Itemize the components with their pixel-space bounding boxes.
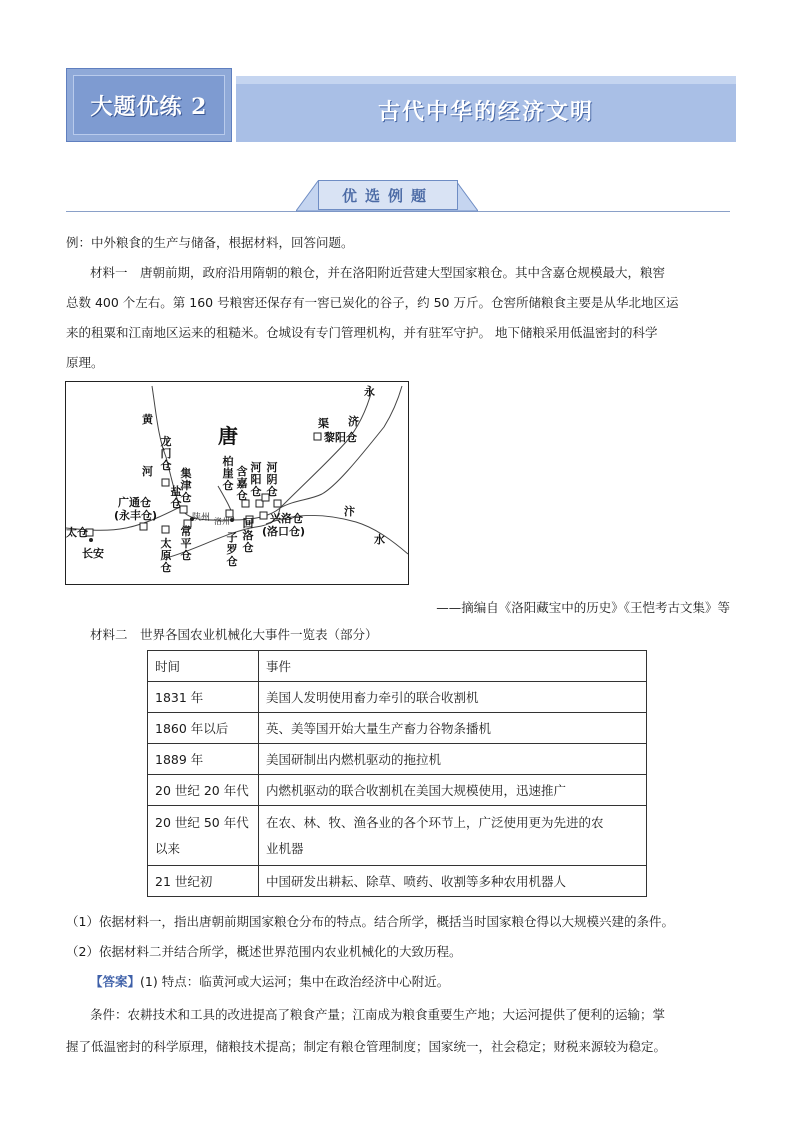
river-label: 济 (348, 415, 359, 428)
table-header-row (148, 651, 647, 682)
answer-text: (1) 特点：临黄河或大运河；集中在政治经济中心附近。 (140, 974, 450, 989)
table-cell-event-line: 业机器 (266, 840, 304, 856)
city-dot (89, 538, 93, 542)
river-label: 黄 (142, 413, 153, 426)
city-dot (230, 518, 234, 522)
table-row (148, 682, 647, 713)
table-cell-event-line: 在农、林、牧、渔各业的各个环节上，广泛使用更为先进的农 (266, 814, 604, 830)
granary-label: 回洛仓 (242, 517, 254, 554)
granary-label: 含嘉仓 (236, 465, 248, 502)
granary-marker (314, 433, 321, 440)
granary-label: 集津仓 (180, 467, 192, 504)
table-cell-time-line: 以来 (155, 840, 181, 856)
table-cell-time: 1889 年 (148, 744, 259, 775)
table-header-cell: 事件 (259, 651, 647, 682)
answer-line: 握了低温密封的科学原理，储粮技术提高；制定有粮仓管理制度；国家统一，社会稳定；财税来源较为稳定。 (66, 1039, 667, 1054)
granary-label: 龙门仓 (160, 435, 172, 472)
river-label: 汴 (344, 505, 355, 518)
section-badge: 优选例题 (318, 180, 458, 210)
header-label-box (66, 68, 232, 142)
granary-label: 柏崖仓 (222, 455, 234, 492)
material2-caption: 材料二 世界各国农业机械化大事件一览表（部分） (90, 627, 378, 642)
table-cell-event: 美国研制出内燃机驱动的拖拉机 (259, 744, 647, 775)
river-label: 河 (142, 465, 153, 478)
granary-marker (162, 526, 169, 533)
table-row (148, 713, 647, 744)
granary-label: 兴洛仓 (270, 512, 303, 525)
table-cell-event: 英、美等国开始大量生产畜力谷物条播机 (259, 713, 647, 744)
granary-label: 太原仓 (160, 537, 172, 574)
table-cell-event: 中国研发出耕耘、除草、喷药、收割等多种农用机器人 (259, 866, 647, 897)
granary-marker (140, 523, 147, 530)
material1-line: 材料一 唐朝前期，政府沿用隋朝的粮仓，并在洛阳附近营建大型国家粮仓。其中含嘉仓规模最大，粮窖 (90, 265, 666, 280)
table-row (148, 775, 647, 806)
city-label: 洛州 (214, 517, 230, 526)
material1-line: 总数 400 个左右。第 160 号粮窖还保存有一窖已炭化的谷子，约 50 万斤。仓窖所储粮食主要是从华北地区运 (66, 295, 679, 310)
map-source: ——摘编自《洛阳藏宝中的历史》《王恺考古文集》等 (436, 600, 730, 615)
answer-line: 条件：农耕技术和工具的改进提高了粮食产量；江南成为粮食重要生产地；大运河提供了便利的运输；掌 (90, 1007, 666, 1022)
question-1: （1）依据材料一，指出唐朝前期国家粮仓分布的特点。结合所学，概括当时国家粮仓得以大规模兴建的条件。 (66, 914, 674, 929)
table-cell-time (148, 806, 259, 866)
granary-marker (162, 479, 169, 486)
table-cell-time-line: 20 世纪 50 年代 (155, 814, 249, 830)
table-cell-event: 内燃机驱动的联合收割机在美国大规模使用，迅速推广 (259, 775, 647, 806)
table-row (148, 806, 647, 866)
granary-label: 子罗仓 (226, 531, 238, 568)
events-table (147, 650, 647, 897)
river-label: 水 (374, 533, 385, 546)
answer-line (90, 973, 754, 991)
granary-label: 河阴仓 (266, 461, 278, 498)
river-label: 永 (364, 385, 375, 398)
header-label: 大题优练 2 (73, 75, 225, 135)
granary-label: (永丰仓) (114, 509, 158, 522)
granary-marker (274, 500, 281, 507)
table-cell-event (259, 806, 647, 866)
answer-label: 【答案】 (90, 974, 141, 989)
table-cell-time: 1831 年 (148, 682, 259, 713)
yongji-canal (280, 390, 372, 508)
table-cell-time: 1860 年以后 (148, 713, 259, 744)
city-label: 长安 (82, 547, 104, 560)
header-title-stripe (236, 76, 736, 84)
table-header-cell: 时间 (148, 651, 259, 682)
granary-label: 河阳仓 (250, 461, 262, 498)
question-2: （2）依据材料二并结合所学，概述世界范围内农业机械化的大致历程。 (66, 944, 462, 959)
map-title: 唐 (218, 424, 238, 448)
granary-label: (洛口仓) (262, 525, 306, 538)
granary-map (65, 381, 409, 585)
granary-label: 广通仓 (118, 496, 151, 509)
page-title: 古代中华的经济文明 (377, 98, 594, 125)
river-label: 渠 (318, 417, 329, 430)
material1-line: 来的租粟和江南地区运来的租糙米。仓城设有专门管理机构，并有驻军守护。 地下储粮采用低温密封的科学 (66, 325, 658, 340)
granary-marker (260, 512, 267, 519)
table-cell-time: 21 世纪初 (148, 866, 259, 897)
table-row (148, 744, 647, 775)
table-row (148, 866, 647, 897)
granary-label: 太仓 (66, 526, 88, 539)
intro-text: 例：中外粮食的生产与储备，根据材料，回答问题。 (66, 235, 354, 250)
granary-label: 黎阳仓 (324, 431, 357, 444)
granary-label: 盐仓 (170, 485, 182, 510)
table-cell-event: 美国人发明使用畜力牵引的联合收割机 (259, 682, 647, 713)
material1-line: 原理。 (66, 355, 104, 370)
city-label: 陕州 (192, 513, 211, 523)
table-cell-time: 20 世纪 20 年代 (148, 775, 259, 806)
granary-label: 常平仓 (180, 525, 192, 562)
